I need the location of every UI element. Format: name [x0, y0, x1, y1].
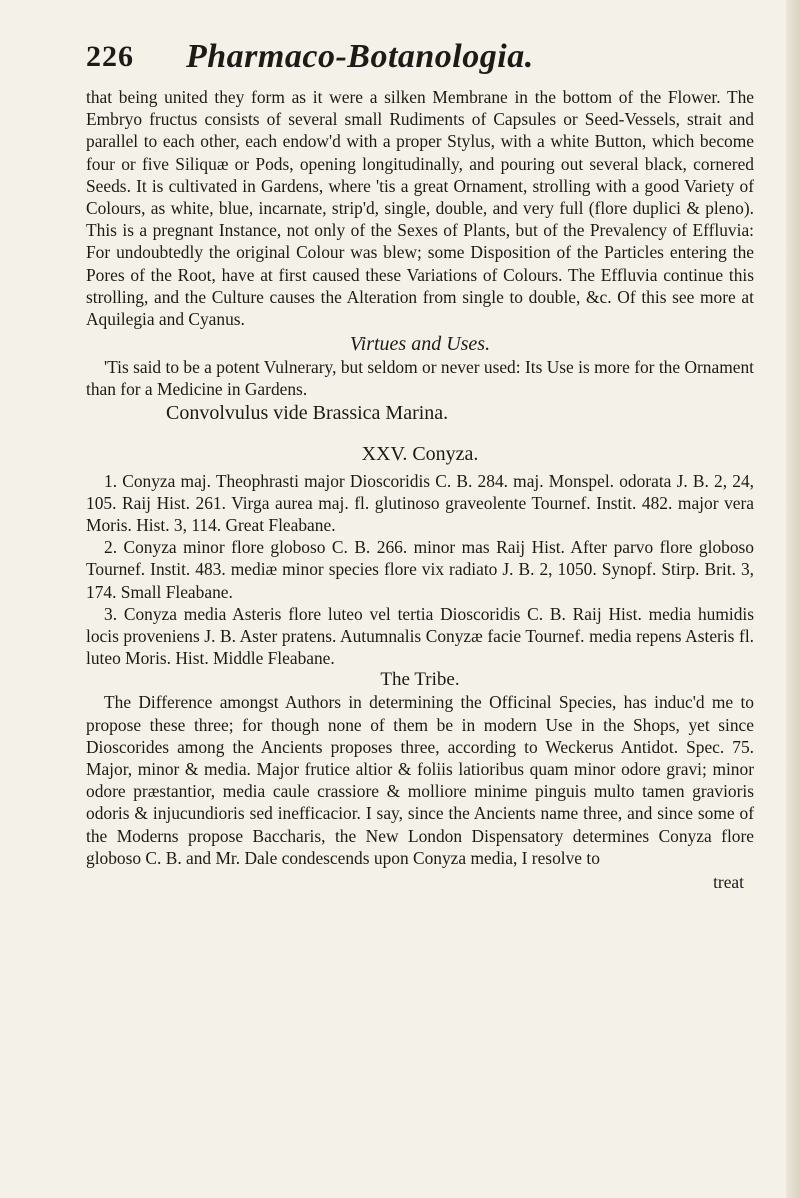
- paragraph-virtues: 'Tis said to be a potent Vulnerary, but seldom or never used: Its Use is more for the Ornament than for a Medicine in Gardens.: [86, 357, 754, 400]
- running-title: Pharmaco-Botanologia.: [186, 38, 534, 75]
- heading-section-xxv: XXV. Conyza.: [361, 442, 479, 465]
- heading-virtues: Virtues and Uses.: [349, 333, 491, 356]
- cross-reference-convolvulus: Convolvulus vide Brassica Marina.: [166, 401, 449, 424]
- page-number: 226: [86, 40, 134, 73]
- heading-tribe: The Tribe.: [380, 669, 460, 691]
- catchword: treat: [713, 872, 744, 893]
- entry-small-fleabane: 2. Conyza minor flore globoso C. B. 266. minor mas Raij Hist. After parvo flore globoso Tournef. Instit. 483. mediæ minor species flore vix radiato J. B. 2, 1050. Synopf. Stirp. Brit. 3, 174. Small Fleabane.: [86, 537, 754, 602]
- paragraph-description: that being united they form as it were a silken Membrane in the bottom of the Flower. The Embryo fructus consists of several small Rudiments of Capsules or Seed-Vessels, strait and parallel to each other, each endow'd with a proper Stylus, with a white Button, which become four or five Siliquæ or Pods, opening longitudinally, and pouring out several black, cornered Seeds. It is cultivated in Gardens, where 'tis a great Ornament, strolling with a good Variety of Colours, as white, blue, incarnate, strip'd, single, double, and very full (flore duplici & pleno). This is a pregnant Instance, not only of the Sexes of Plants, but of the Prevalency of Effluvia: For undoubtedly the original Colour was blew; some Disposition of the Particles entering the Pores of the Root, have at first caused these Variations of Colours. The Effluvia continue this strolling, and the Culture causes the Alteration from single to double, &c. Of this see more at Aquilegia and Cyanus.: [86, 87, 754, 330]
- paragraph-tribe: The Difference amongst Authors in determining the Officinal Species, has induc'd me to propose these three; for though none of them be in modern Use in the Shops, yet since Dioscorides among the Ancients proposes three, according to Weckerus Antidot. Spec. 75. Major, minor & media. Major frutice altior & foliis latioribus quam minor odore gravi; minor odore præstantior, media caule crassiore & molliore minime pinguis multo tamen gravioris odoris & injucundioris sed inefficacior. I say, since the Ancients name three, and since some of the Moderns propose Baccharis, the New London Dispensatory determines Conyza flore globoso C. B. and Mr. Dale condescends upon Conyza media, I resolve to: [86, 692, 754, 868]
- entry-middle-fleabane: 3. Conyza media Asteris flore luteo vel tertia Dioscoridis C. B. Raij Hist. media humidis locis proveniens J. B. Aster pratens. Autumnalis Conyzæ facie Tournef. media repens Asteris fl. luteo Moris. Hist. Middle Fleabane.: [86, 603, 754, 669]
- entry-great-fleabane: 1. Conyza maj. Theophrasti major Dioscoridis C. B. 284. maj. Monspel. odorata J. B. 2, 24, 105. Raij Hist. 261. Virga aurea maj. fl. glutinoso graveolente Tournef. Instit. 482. major vera Moris. Hist. 3, 114. Great Fleabane.: [86, 470, 754, 536]
- page-header: [86, 38, 726, 84]
- page-body: [86, 86, 754, 893]
- page-edge-shadow: [786, 0, 800, 1198]
